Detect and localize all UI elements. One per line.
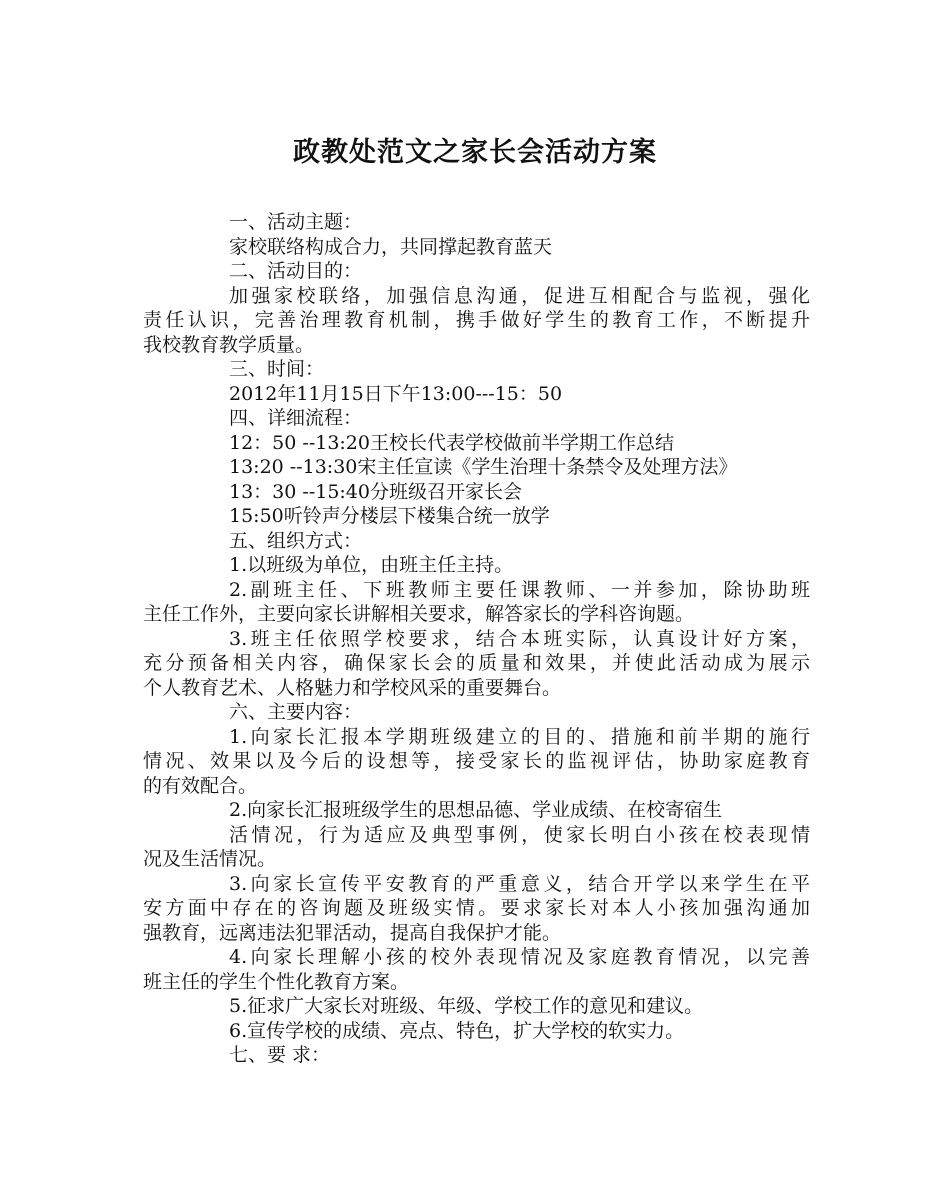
text-line: 5.征求广大家长对班级、年级、学校工作的意见和建议。: [229, 995, 704, 1017]
text-line: 况及生活情况。: [143, 848, 277, 870]
text-line: 主任工作外，主要向家长讲解相关要求，解答家长的学科咨询题。: [143, 603, 695, 625]
text-line: 二、活动目的：: [229, 260, 363, 282]
text-line: 3.向家长宣传平安教育的严重意义，结合开学以来学生在平: [229, 872, 810, 895]
text-line: 3.班主任依照学校要求，结合本班实际，认真设计好方案，: [229, 627, 810, 650]
text-line: 安方面中存在的咨询题及班级实情。要求家长对本人小孩加强沟通加: [143, 897, 810, 919]
text-line: 的有效配合。: [143, 774, 258, 797]
text-line: 活情况，行为适应及典型事例，使家长明白小孩在校表现情: [229, 823, 810, 846]
text-line: 六、主要内容：: [229, 701, 363, 723]
text-line: 责任认识，完善治理教育机制，携手做好学生的教育工作，不断提升: [143, 309, 810, 331]
text-line: 1.以班级为单位，由班主任主持。: [229, 554, 514, 576]
text-line: 4.向家长理解小孩的校外表现情况及家庭教育情况，以完善: [229, 946, 810, 968]
text-line: 1.向家长汇报本学期班级建立的目的、措施和前半期的施行: [229, 725, 810, 748]
text-line: 情况、效果以及今后的设想等，接受家长的监视评估，协助家庭教育: [143, 750, 810, 772]
document-body: [143, 210, 810, 1068]
text-line: 我校教育教学质量。: [143, 333, 315, 356]
text-line: 家校联络构成合力，共同撑起教育蓝天: [229, 235, 553, 258]
text-line: 6.宣传学校的成绩、亮点、特色，扩大学校的软实力。: [229, 1019, 685, 1042]
text-line: 个人教育艺术、人格魅力和学校风采的重要舞台。: [143, 676, 562, 699]
text-line: 七、要 求：: [229, 1044, 331, 1066]
text-line: 充分预备相关内容，确保家长会的质量和效果，并使此活动成为展示: [143, 652, 810, 674]
text-line: 四、详细流程：: [229, 407, 363, 429]
text-line: 2.向家长汇报班级学生的思想品德、学业成绩、在校寄宿生: [229, 799, 723, 821]
text-line: 12：50 --13:20王校长代表学校做前半学期工作总结: [229, 431, 674, 454]
text-line: 五、组织方式：: [229, 529, 363, 552]
text-line: 13:20 --13:30宋主任宣读《学生治理十条禁令及处理方法》: [229, 456, 738, 478]
document-title: 政教处范文之家长会活动方案: [293, 137, 657, 168]
text-line: 班主任的学生个性化教育方案。: [143, 970, 410, 993]
text-line: 2.副班主任、下班教师主要任课教师、一并参加，除协助班: [229, 578, 810, 601]
text-line: 三、时间：: [229, 358, 325, 380]
text-line: 强教育，远离违法犯罪活动，提高自我保护才能。: [143, 921, 562, 944]
text-line: 13：30 --15:40分班级召开家长会: [229, 480, 522, 503]
text-line: 2012年11月15日下午13:00---15：50: [229, 382, 563, 405]
text-line: 加强家校联络，加强信息沟通，促进互相配合与监视，强化: [229, 284, 810, 307]
text-line: 15:50听铃声分楼层下楼集合统一放学: [229, 505, 550, 527]
text-line: 一、活动主题：: [229, 211, 363, 233]
